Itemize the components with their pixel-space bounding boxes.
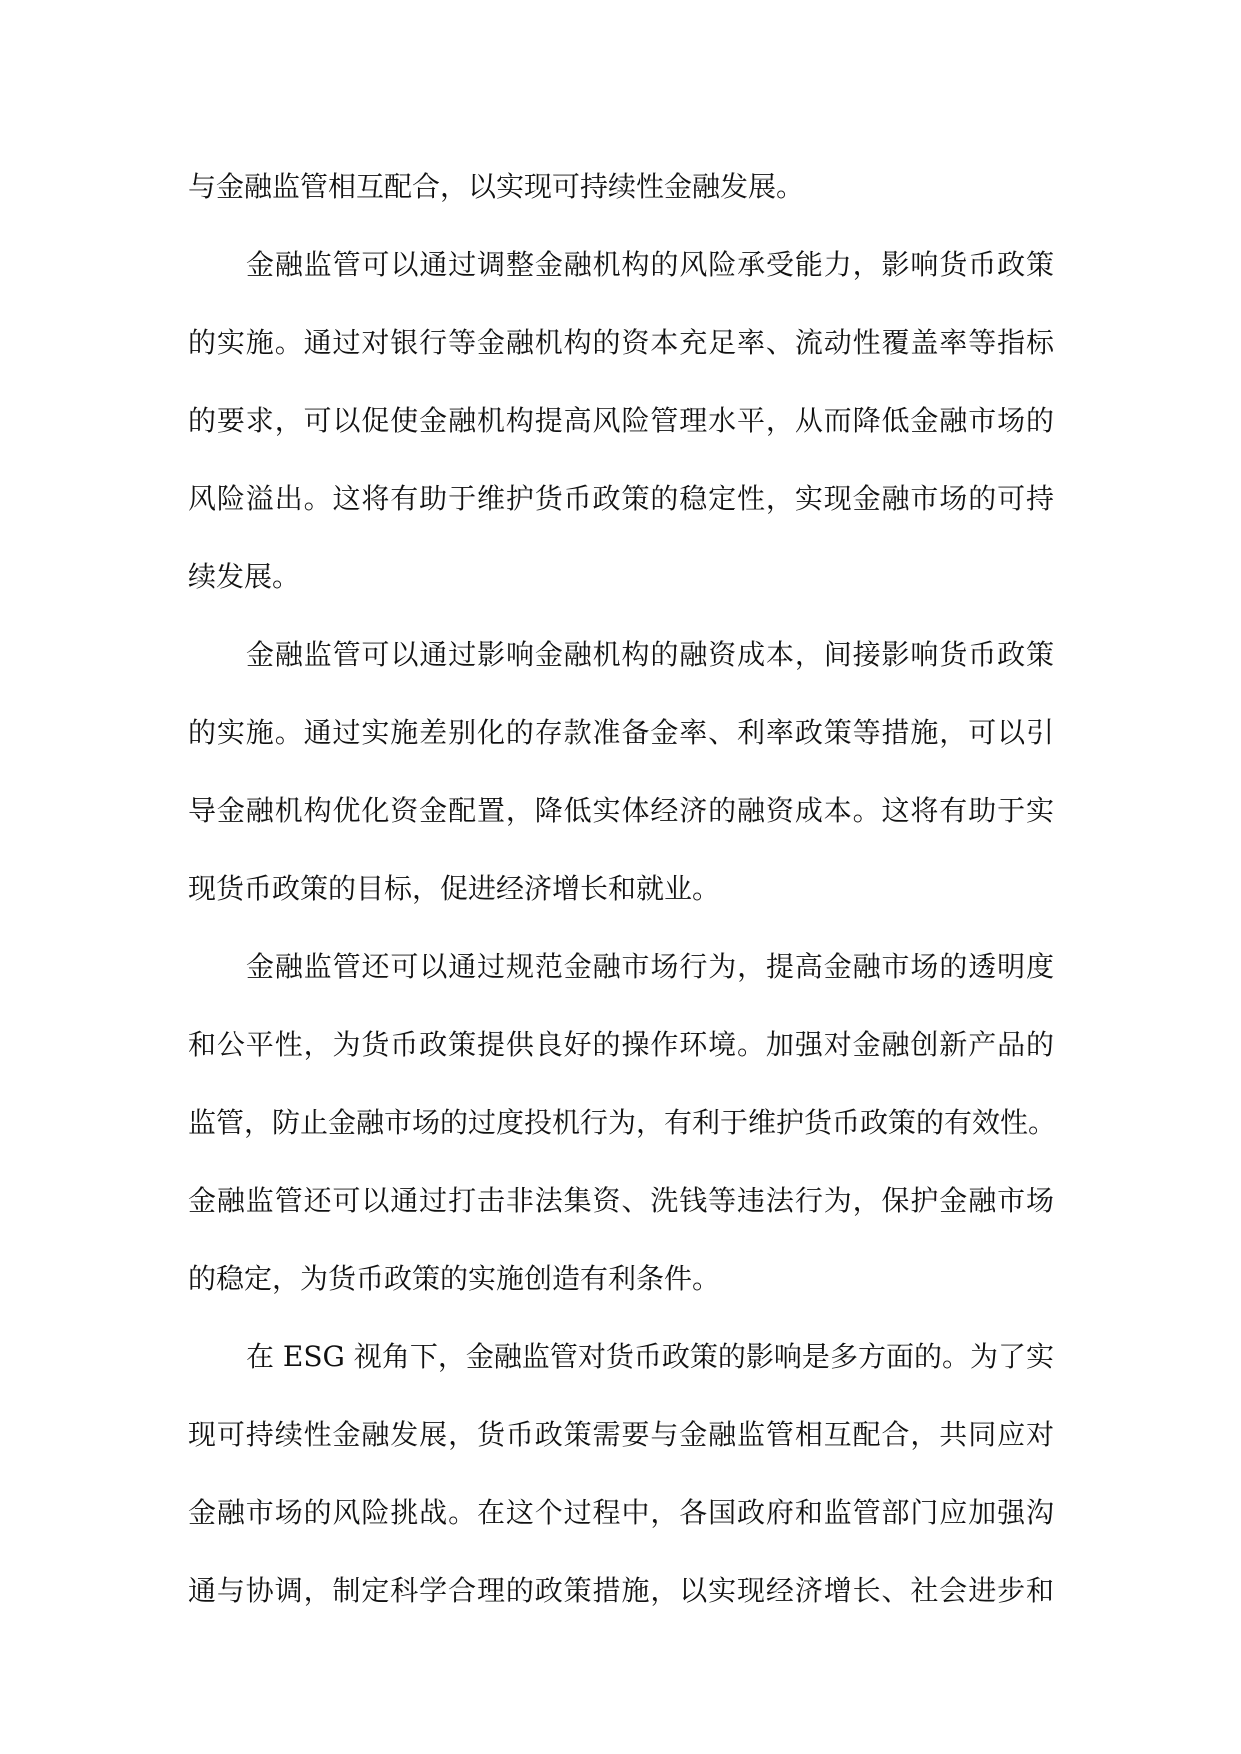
text-line: 通与协调，制定科学合理的政策措施，以实现经济增长、社会进步和 — [188, 1574, 1054, 1607]
text-line: 金融市场的风险挑战。在这个过程中，各国政府和监管部门应加强沟 — [188, 1496, 1054, 1529]
text-line: 现货币政策的目标，促进经济增长和就业。 — [188, 872, 721, 905]
text-line: 现可持续性金融发展，货币政策需要与金融监管相互配合，共同应对 — [188, 1418, 1054, 1451]
text-line: 金融监管还可以通过打击非法集资、洗钱等违法行为，保护金融市场 — [188, 1184, 1054, 1217]
document-body-text — [188, 148, 1057, 1630]
text-line: 的实施。通过对银行等金融机构的资本充足率、流动性覆盖率等指标 — [188, 326, 1054, 359]
text-line: 续发展。 — [188, 560, 301, 593]
text-line: 导金融机构优化资金配置，降低实体经济的融资成本。这将有助于实 — [188, 794, 1054, 827]
text-line: 金融监管可以通过影响金融机构的融资成本，间接影响货币政策 — [246, 638, 1054, 671]
text-line: 金融监管可以通过调整金融机构的风险承受能力，影响货币政策 — [246, 248, 1054, 281]
text-line: 与金融监管相互配合，以实现可持续性金融发展。 — [188, 170, 805, 203]
text-line: 和公平性，为货币政策提供良好的操作环境。加强对金融创新产品的 — [188, 1028, 1054, 1061]
text-line: 金融监管还可以通过规范金融市场行为，提高金融市场的透明度 — [246, 950, 1054, 983]
text-line: 的稳定，为货币政策的实施创造有利条件。 — [188, 1262, 721, 1295]
text-line: 监管，防止金融市场的过度投机行为，有利于维护货币政策的有效性。 — [188, 1106, 1057, 1139]
text-line: 的实施。通过实施差别化的存款准备金率、利率政策等措施，可以引 — [188, 716, 1054, 749]
text-line: 的要求，可以促使金融机构提高风险管理水平，从而降低金融市场的 — [188, 404, 1054, 437]
text-line: 风险溢出。这将有助于维护货币政策的稳定性，实现金融市场的可持 — [188, 482, 1054, 515]
text-line: 在 ESG 视角下，金融监管对货币政策的影响是多方面的。为了实 — [246, 1340, 1054, 1373]
